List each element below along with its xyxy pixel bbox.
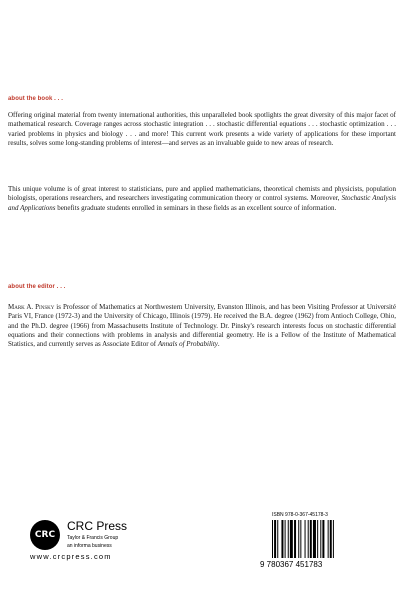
barcode-icon xyxy=(270,520,370,560)
isbn-label: ISBN 978-0-367-45178-3 xyxy=(272,512,328,518)
about-editor-heading: about the editor . . . xyxy=(8,284,66,290)
publisher-group: Taylor & Francis Group xyxy=(67,535,119,541)
barcode-digits: 9 780367 451783 xyxy=(260,560,323,569)
paragraph-2-start: This unique volume is of great interest to statisticians, pure and applied mathematicians, theoretical chemists and physicists, population biologists, operations researchers, and researchers investigating communication theory or control systems. Moreover, xyxy=(8,185,396,203)
book-title: Stochastic Analysis and Applications xyxy=(8,194,396,212)
editor-bio-end: . xyxy=(217,340,220,349)
publisher-url: www.crcpress.com xyxy=(30,552,112,561)
about-book-paragraph-2 xyxy=(8,185,396,213)
editor-bio-start: is Professor of Mathematics at Northwestern University, Evanston Illinois, and has been Visiting Professor at Université Paris VI, France (1972-3) and the University of Chicago, Illinois (1979). He received the B.A. degree (1962) from Antioch College, Ohio, and the Ph.D. degree (1966) from Massachusetts Institute of Technology. Dr. Pinsky's research interests focus on stochastic differential equations and their connections with problems in analysis and differential geometry. He is a Fellow of the Institute of Mathematical Statistics, and currently serves as Associate Editor of xyxy=(8,303,396,349)
journal-title: Annals of Probability xyxy=(157,340,218,349)
publisher-name: CRC Press xyxy=(67,519,128,533)
crc-logo-icon: CRC xyxy=(30,520,60,550)
editor-name: Mark A. Pinsky xyxy=(8,303,55,311)
about-book-heading: about the book . . . xyxy=(8,96,63,102)
barcode-block xyxy=(250,512,380,576)
about-book-paragraph-1: Offering original material from twenty international authorities, this unparalleled book spotlights the great diversity of this major facet of mathematical research. Coverage ranges across stochastic integration . . . stochastic differential equations . . . stochastic optimization . . . varied problems in physics and biology . . . and more! This current work presents a wide variety of applications for these important results, solves some long-standing problems of interest—and serves as an invaluable guide to new areas of research. xyxy=(8,111,396,147)
about-editor-paragraph xyxy=(8,303,396,349)
paragraph-2-end: benefits graduate students enrolled in seminars in these fields as an excellent source of information. xyxy=(55,203,337,212)
publisher-business: an informa business xyxy=(67,543,112,549)
